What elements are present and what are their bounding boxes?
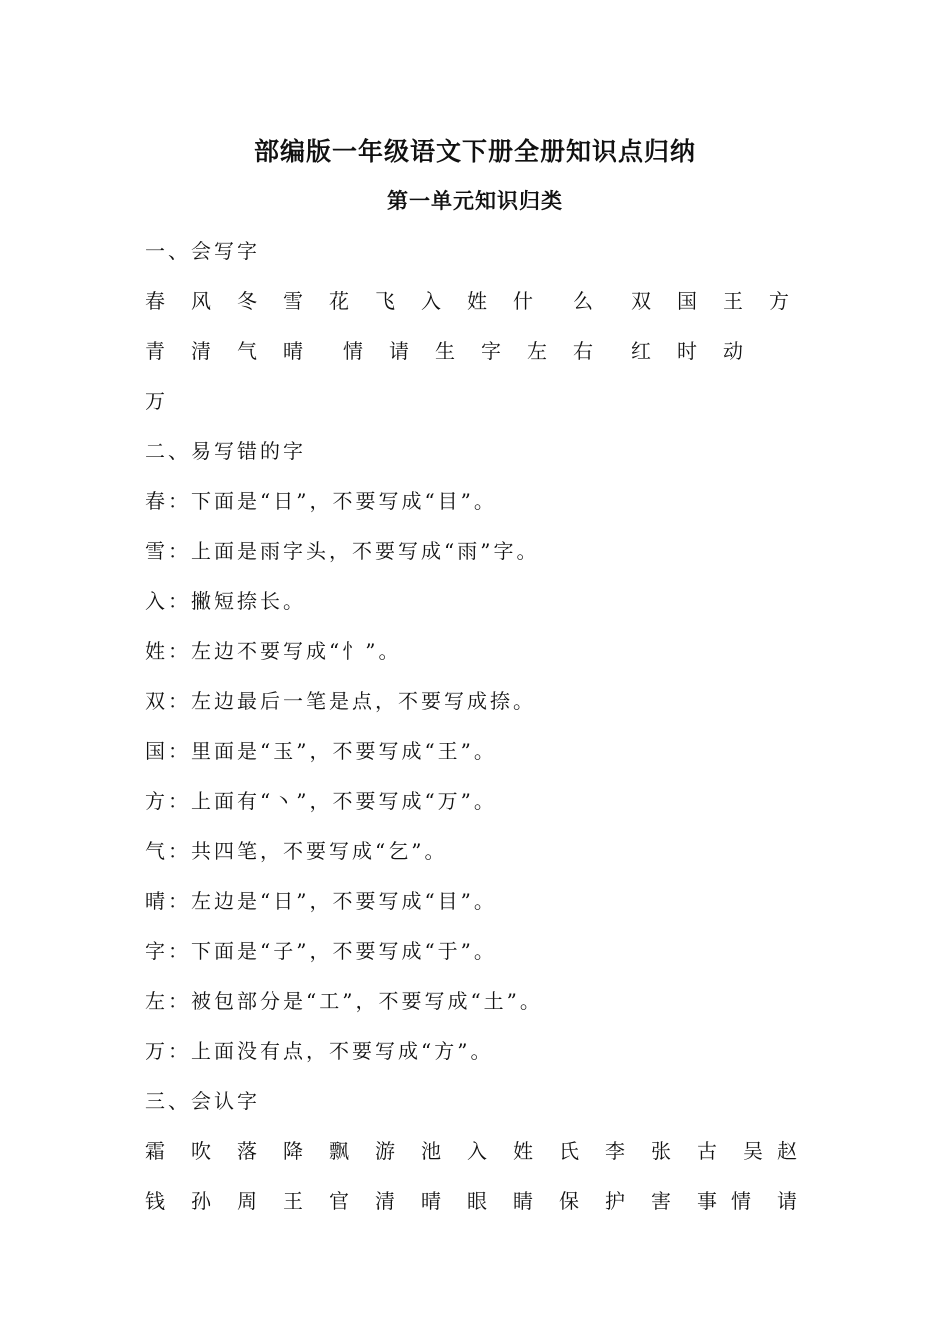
recognize-char-char: 清 — [375, 1189, 395, 1213]
error-prone-list — [145, 486, 825, 1086]
error-prone-item: 姓：左边不要写成“忄”。 — [145, 639, 402, 663]
error-prone-item: 方：上面有“丶”，不要写成“万”。 — [145, 789, 497, 813]
recognize-char-char: 古 — [697, 1139, 717, 1163]
write-char-char: 春 — [145, 289, 165, 313]
section-heading-recognize-chars: 三、会认字 — [145, 1089, 260, 1113]
error-prone-item: 气：共四笔，不要写成“乞”。 — [145, 839, 448, 863]
recognize-char-char: 事 — [697, 1189, 717, 1213]
document-title: 部编版一年级语文下册全册知识点归纳 — [253, 137, 696, 166]
error-prone-item: 入：撇短捺长。 — [145, 589, 306, 613]
write-char-char: 什 — [513, 289, 533, 313]
write-char-char: 情 — [343, 339, 363, 363]
document-body — [145, 236, 825, 1236]
write-char-char: 王 — [723, 289, 743, 313]
write-char-row — [145, 286, 825, 336]
error-prone-item: 双：左边最后一笔是点，不要写成捺。 — [145, 689, 536, 713]
recognize-char-char: 请 — [777, 1189, 797, 1213]
write-char-char: 生 — [435, 339, 455, 363]
section-heading-write-chars: 一、会写字 — [145, 239, 260, 263]
write-char-char: 风 — [191, 289, 211, 313]
error-prone-item: 国：里面是“玉”，不要写成“王”。 — [145, 739, 497, 763]
write-char-char: 气 — [237, 339, 257, 363]
write-char-char: 右 — [573, 339, 593, 363]
write-char-char: 飞 — [375, 289, 395, 313]
recognize-char-char: 赵 — [777, 1139, 797, 1163]
write-char-char: 清 — [191, 339, 211, 363]
write-char-row — [145, 336, 825, 386]
unit-subtitle: 第一单元知识归类 — [387, 189, 563, 213]
write-char-char: 入 — [421, 289, 441, 313]
recognize-char-char: 官 — [329, 1189, 349, 1213]
recognize-char-char: 氏 — [559, 1139, 579, 1163]
recognize-char-char: 吴 — [743, 1139, 763, 1163]
write-char-char: 时 — [677, 339, 697, 363]
recognize-char-char: 周 — [237, 1189, 257, 1213]
error-prone-item: 左：被包部分是“工”，不要写成“土”。 — [145, 989, 543, 1013]
recognize-char-char: 王 — [283, 1189, 303, 1213]
recognize-char-row — [145, 1186, 825, 1236]
recognize-chars-grid — [145, 1136, 825, 1236]
recognize-char-char: 害 — [651, 1189, 671, 1213]
write-char-char: 花 — [329, 289, 349, 313]
section-heading-error-prone: 二、易写错的字 — [145, 439, 306, 463]
recognize-char-char: 游 — [375, 1139, 395, 1163]
recognize-char-char: 睛 — [513, 1189, 533, 1213]
recognize-char-char: 保 — [559, 1189, 579, 1213]
write-char-char: 青 — [145, 339, 165, 363]
write-char-char: 晴 — [283, 339, 303, 363]
recognize-char-char: 落 — [237, 1139, 257, 1163]
write-char-char: 冬 — [237, 289, 257, 313]
recognize-char-char: 降 — [283, 1139, 303, 1163]
error-prone-item: 字：下面是“子”，不要写成“于”。 — [145, 939, 497, 963]
recognize-char-char: 孙 — [191, 1189, 211, 1213]
error-prone-item: 万：上面没有点，不要写成“方”。 — [145, 1039, 494, 1063]
recognize-char-char: 入 — [467, 1139, 487, 1163]
write-chars-grid — [145, 286, 825, 436]
write-char-char: 字 — [481, 339, 501, 363]
write-char-char: 方 — [769, 289, 789, 313]
recognize-char-char: 眼 — [467, 1189, 487, 1213]
error-prone-item: 晴：左边是“日”，不要写成“目”。 — [145, 889, 497, 913]
write-char-char: 国 — [677, 289, 697, 313]
recognize-char-char: 张 — [651, 1139, 671, 1163]
recognize-char-char: 池 — [421, 1139, 441, 1163]
write-char-char: 动 — [723, 339, 743, 363]
write-char-char: 双 — [631, 289, 651, 313]
write-char-char: 么 — [573, 289, 593, 313]
error-prone-item: 雪：上面是雨字头，不要写成“雨”字。 — [145, 539, 540, 563]
recognize-char-row — [145, 1136, 825, 1186]
write-char-char: 万 — [145, 389, 165, 413]
write-char-char: 雪 — [283, 289, 303, 313]
recognize-char-char: 飘 — [329, 1139, 349, 1163]
error-prone-item: 春：下面是“日”，不要写成“目”。 — [145, 489, 497, 513]
write-char-row — [145, 386, 825, 436]
recognize-char-char: 姓 — [513, 1139, 533, 1163]
write-char-char: 红 — [631, 339, 651, 363]
recognize-char-char: 情 — [731, 1189, 751, 1213]
recognize-char-char: 吹 — [191, 1139, 211, 1163]
write-char-char: 请 — [389, 339, 409, 363]
write-char-char: 左 — [527, 339, 547, 363]
recognize-char-char: 霜 — [145, 1139, 165, 1163]
recognize-char-char: 李 — [605, 1139, 625, 1163]
write-char-char: 姓 — [467, 289, 487, 313]
recognize-char-char: 钱 — [145, 1189, 165, 1213]
recognize-char-char: 护 — [605, 1189, 625, 1213]
recognize-char-char: 晴 — [421, 1189, 441, 1213]
